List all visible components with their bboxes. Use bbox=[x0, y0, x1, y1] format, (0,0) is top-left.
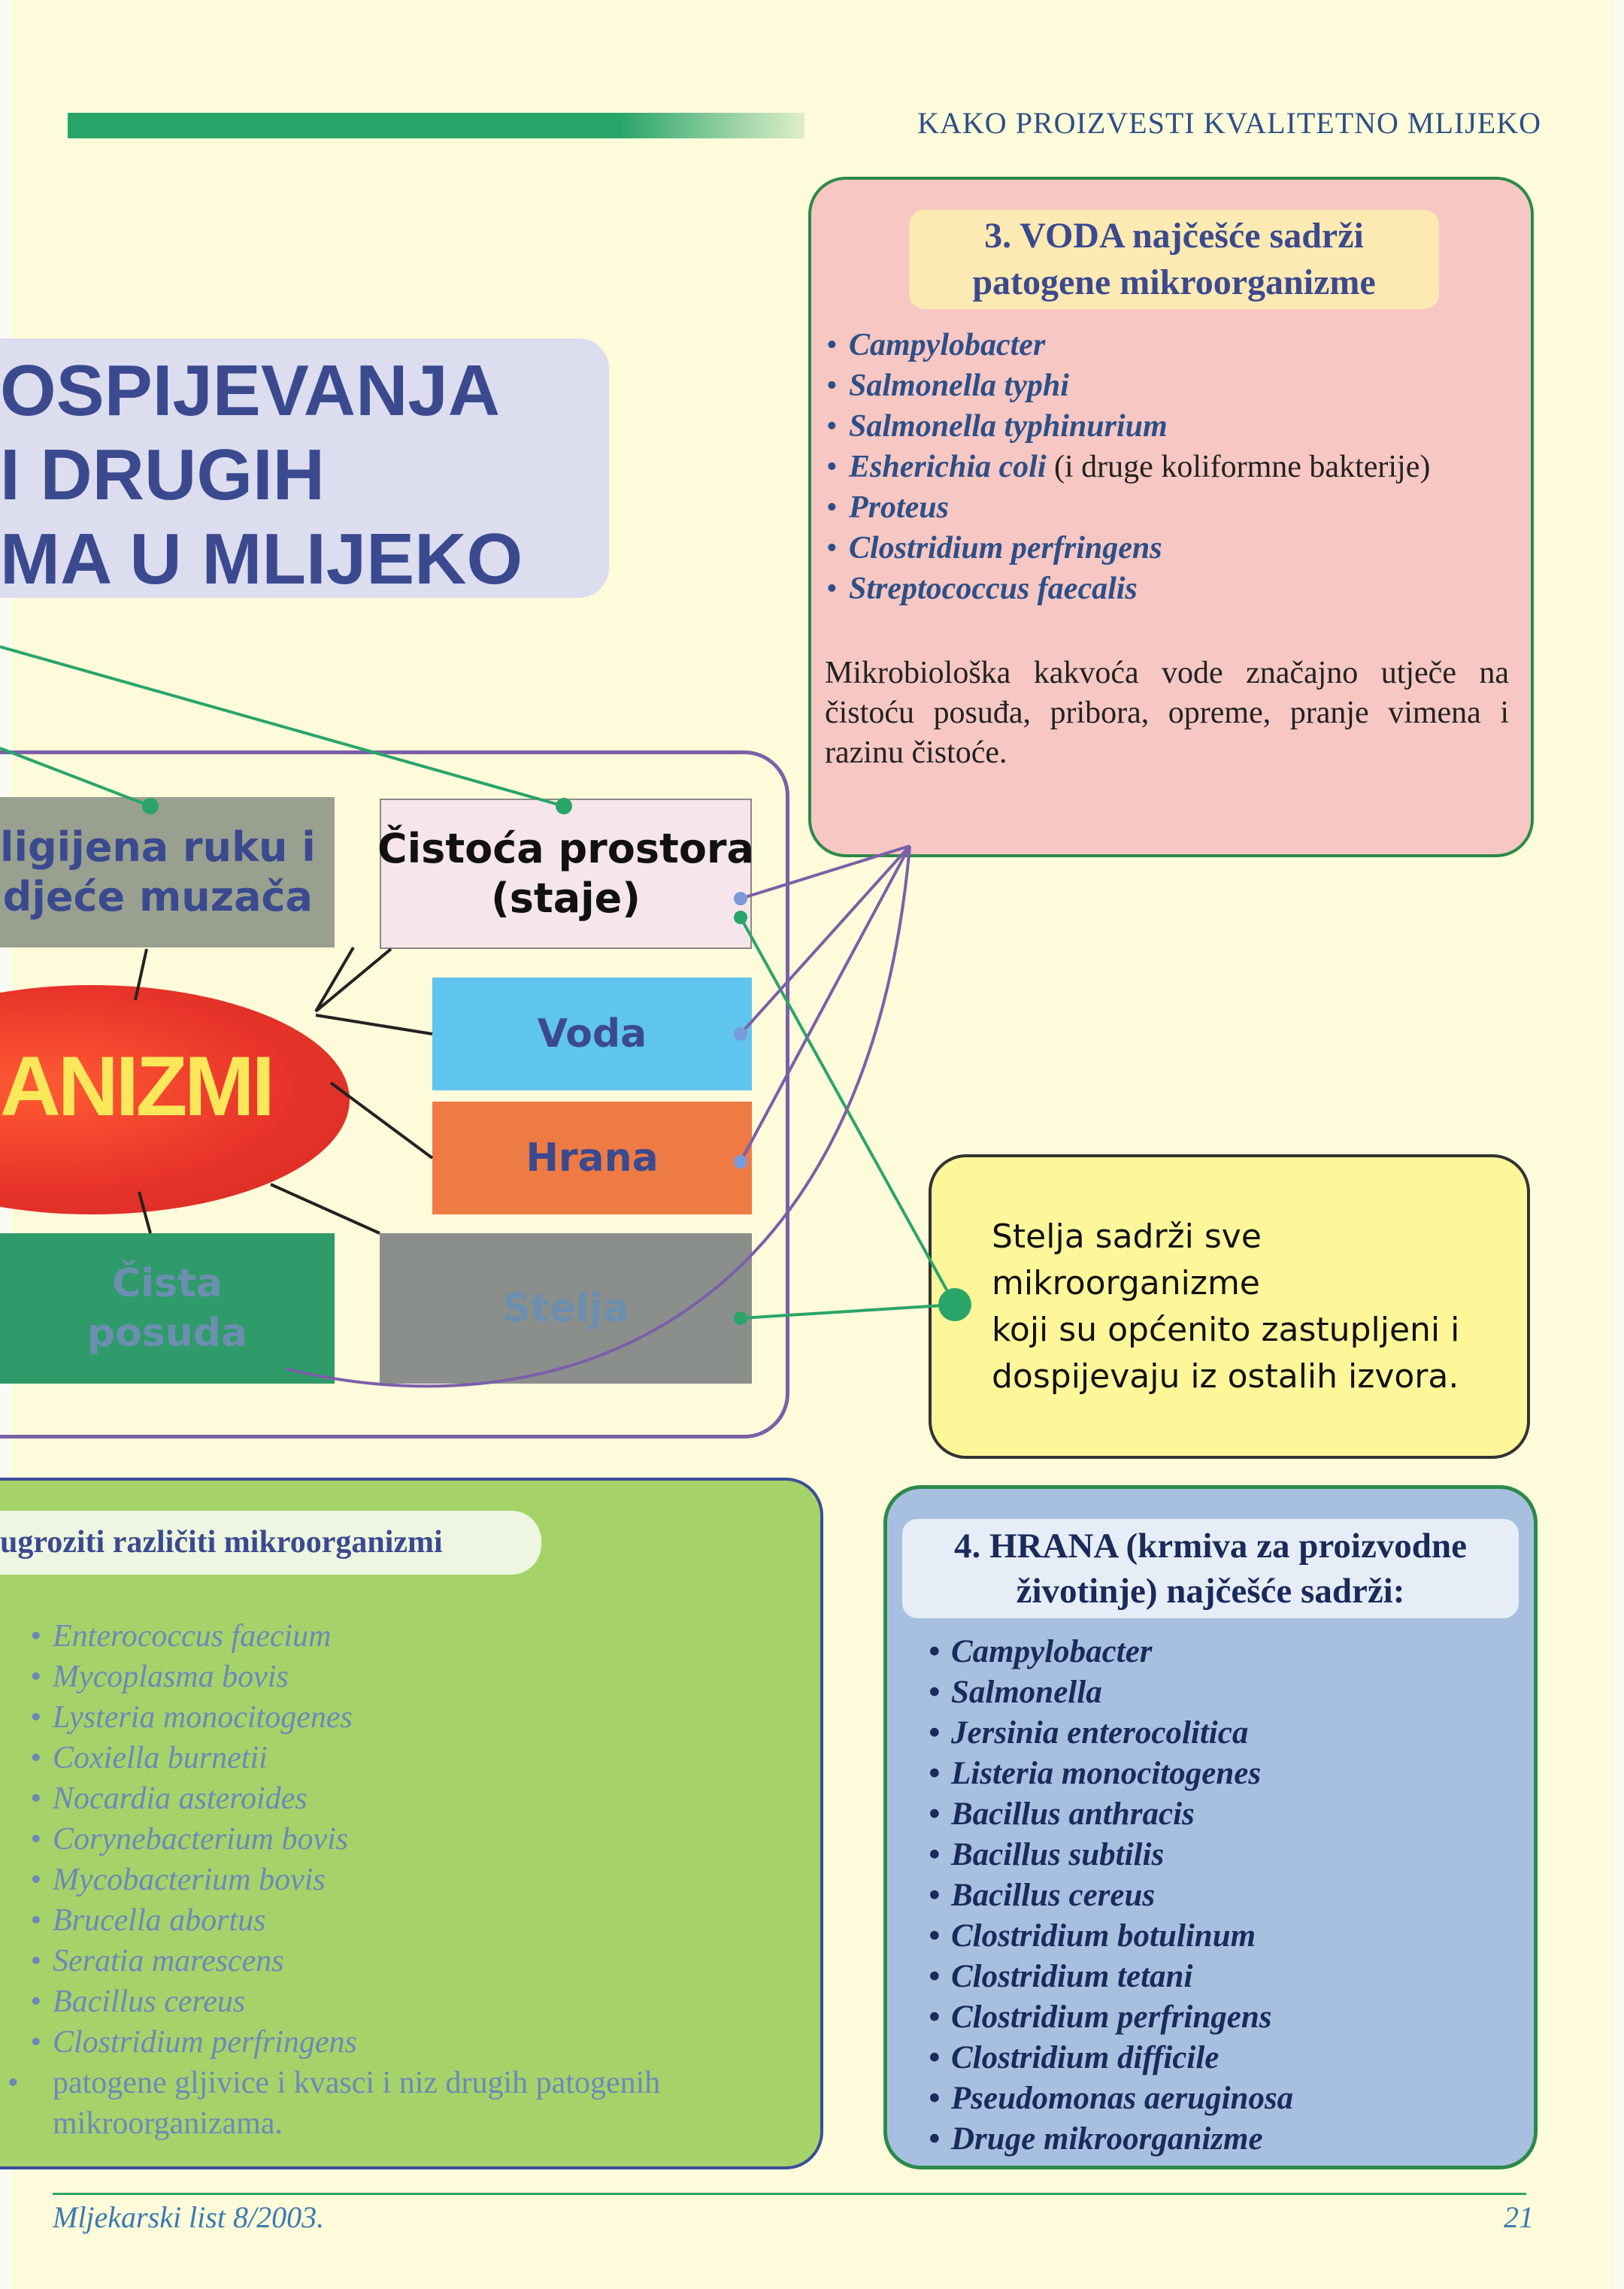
voda-title-line-2: patogene mikroorganizme bbox=[972, 262, 1376, 302]
node-hrana: Hrana bbox=[432, 1102, 752, 1214]
connector-dot bbox=[734, 1155, 747, 1169]
stelja-line-3: koji su općenito zastupljeni i bbox=[992, 1311, 1460, 1349]
list-item: • Enterococcus faecium bbox=[30, 1619, 332, 1654]
list-item: • Proteus bbox=[826, 490, 950, 525]
footer-page-number: 21 bbox=[1504, 2200, 1534, 2234]
list-item: • Pseudomonas aeruginosa bbox=[929, 2081, 1294, 2116]
list-item: • Salmonella typhi bbox=[826, 368, 1069, 403]
node-cistoca-line-1: Čistoća prostora bbox=[377, 825, 754, 872]
list-item: • Nocardia asteroides bbox=[30, 1781, 308, 1816]
list-item: • Clostridium tetani bbox=[929, 1959, 1193, 1994]
connector-dot bbox=[142, 798, 159, 814]
hrana-box bbox=[883, 1485, 1538, 2169]
stelja-line-2: mikroorganizme bbox=[992, 1264, 1260, 1302]
connector-dot bbox=[734, 1027, 747, 1041]
list-item: • Lysteria monocitogenes bbox=[30, 1700, 353, 1735]
list-item: • Corynebacterium bovis bbox=[30, 1822, 349, 1857]
node-higijena-line-2: djeće muzača bbox=[2, 873, 313, 920]
list-item: • Mycobacterium bovis bbox=[30, 1863, 326, 1897]
voda-note: Mikrobiološka kakvoća vode značajno utječe na čistoću posuđa, pribora, opreme, pranje vimena i razinu čistoće. bbox=[825, 656, 1509, 770]
list-item: • Listeria monocitogenes bbox=[929, 1756, 1262, 1791]
connector-oval-hrana bbox=[331, 1083, 432, 1158]
list-item: • Salmonella bbox=[929, 1675, 1102, 1710]
list-item: • Bacillus cereus bbox=[30, 1984, 246, 2019]
list-item: • Mycoplasma bovis bbox=[30, 1660, 289, 1694]
list-item: • Bacillus cereus bbox=[929, 1878, 1156, 1913]
list-item: • Clostridium botulinum bbox=[929, 1918, 1256, 1954]
hrana-title-line-1: 4. HRANA (krmiva za proizvodne bbox=[954, 1527, 1467, 1566]
list-item: • Clostridium perfringens bbox=[30, 2025, 357, 2060]
connector-dot bbox=[734, 911, 747, 924]
connector-oval-voda bbox=[316, 1015, 432, 1034]
connector-oval-higijena-left bbox=[135, 949, 147, 1000]
list-item: • Campylobacter bbox=[826, 328, 1046, 362]
title-line-2: I DRUGIH bbox=[0, 435, 325, 515]
list-item: • Coxiella burnetii bbox=[30, 1741, 268, 1775]
running-head: KAKO PROIZVESTI KVALITETNO MLIJEKO bbox=[917, 106, 1541, 140]
node-cista-line-1: Čista bbox=[112, 1261, 223, 1306]
green-box bbox=[0, 1478, 823, 2169]
list-item: • Clostridium perfringens bbox=[929, 1999, 1272, 2035]
stelja-line-4: dospijevaju iz ostalih izvora. bbox=[992, 1357, 1459, 1396]
hrana-title-line-2: životinje) najčešće sadrži: bbox=[1016, 1572, 1405, 1611]
node-stelja: Stelja bbox=[380, 1233, 752, 1384]
center-oval-label: ANIZMI bbox=[0, 1039, 272, 1133]
voda-title-line-1: 3. VODA najčešće sadrži bbox=[984, 216, 1364, 256]
connector-dot bbox=[734, 892, 747, 905]
connector-title-higijena bbox=[0, 748, 150, 806]
list-item: • Clostridium difficile bbox=[929, 2040, 1220, 2075]
node-higijena-line-1: ligijena ruku i bbox=[0, 823, 316, 871]
list-item: • Bacillus subtilis bbox=[929, 1837, 1165, 1872]
node-cistoca-line-2: (staje) bbox=[491, 875, 641, 922]
hrana-title bbox=[902, 1519, 1519, 1618]
footer-journal: Mljekarski list 8/2003. bbox=[53, 2200, 325, 2234]
list-item: • Druge mikroorganizme bbox=[929, 2121, 1263, 2157]
connector-posuda-voda-box bbox=[286, 846, 910, 1386]
connector-oval-cistoca bbox=[316, 949, 391, 1011]
list-item: • Clostridium perfringens bbox=[826, 531, 1162, 565]
list-item: • Streptococcus faecalis bbox=[826, 571, 1138, 606]
list-item: • Bacillus anthracis bbox=[929, 1796, 1195, 1832]
list-item: • Brucella abortus bbox=[30, 1903, 266, 1938]
footer-rule bbox=[53, 2193, 1526, 2195]
list-item: • Jersinia enterocolitica bbox=[929, 1715, 1249, 1751]
list-item: • Esherichia coli (i druge koliformne bakterije) bbox=[826, 450, 1431, 484]
connector-stelja-box bbox=[741, 1305, 955, 1318]
node-voda: Voda bbox=[432, 978, 752, 1090]
connector-dot bbox=[938, 1288, 971, 1321]
stelja-line-1: Stelja sadrži sve bbox=[992, 1217, 1262, 1256]
green-box-title: ugroziti različiti mikroorganizmi bbox=[0, 1511, 541, 1575]
green-organism-list bbox=[8, 1616, 797, 2144]
connector-oval-cista bbox=[139, 1192, 150, 1233]
hrana-organism-list bbox=[929, 1632, 1293, 2160]
list-item: • Seratia marescens bbox=[30, 1944, 284, 1978]
list-item: • Campylobacter bbox=[929, 1634, 1153, 1669]
list-item: • patogene gljivice i kvasci i niz drugih patogenih mikroorganizama. bbox=[8, 2066, 661, 2141]
connector-dot bbox=[556, 798, 572, 814]
title-line-3: MA U MLIJEKO bbox=[0, 519, 523, 598]
node-cista-line-2: posuda bbox=[86, 1311, 248, 1356]
connector-dot bbox=[734, 1311, 747, 1325]
connector-oval-stelja bbox=[271, 1184, 380, 1233]
connector-oval-higijena bbox=[316, 947, 353, 1011]
list-item: • Salmonella typhinurium bbox=[826, 409, 1168, 444]
title-line-1: OSPIJEVANJA bbox=[0, 350, 501, 431]
